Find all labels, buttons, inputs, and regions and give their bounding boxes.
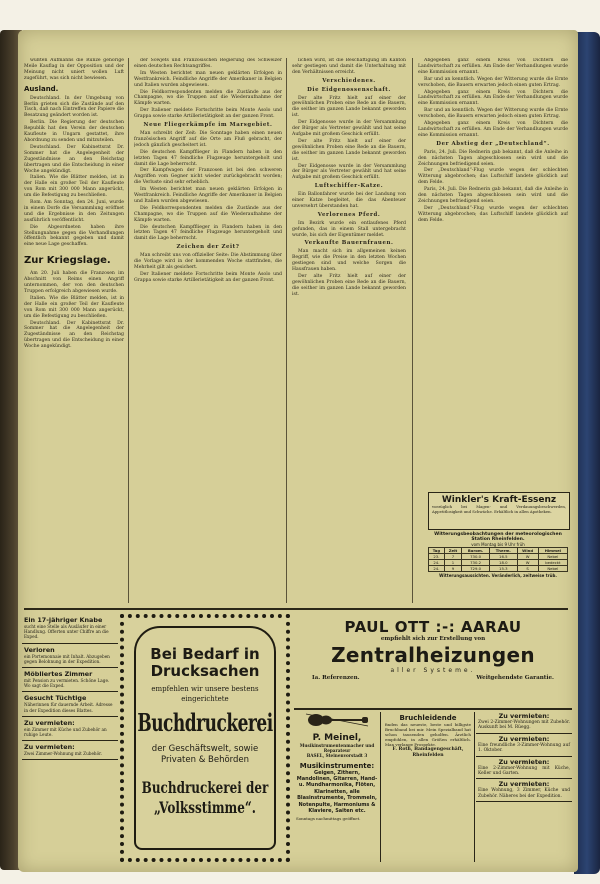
weather-header: Wind	[517, 548, 538, 554]
article-text: Der „Deutschland“-Flug wurde wegen der schlechten Witterung abgebrochen; das Luftschiff landete glücklich auf dem Felde.	[418, 205, 568, 223]
article-text: Berlin. Die Regierung der deutschen Republik hat den Verein der deutschen Kaufleute in Ungarn gestattet, ihre Abordnung zu senden und mitzuteilen.	[24, 120, 124, 143]
weather-header: Tag	[429, 548, 445, 554]
ad-text: ein Portemonnaie mit Inhalt. Abzugeben gegen Belohnung in der Expedition.	[24, 653, 110, 664]
ad-title: Zu vermieten:	[24, 718, 75, 727]
article-text: Die Abgeordneten haben ihre Stellungnahme gegen die Verhandlungen öffentlich bekannt gegeben und damit eine neue Lage geschaffen.	[24, 224, 124, 248]
ad-title: Zu vermieten:	[498, 780, 550, 789]
table-cell: Nebel	[538, 554, 567, 560]
article-text: Im Westen berichtet man neuen geklärten Erfolgen in Westfrankreich. Feindliche Angriffe der Amerikaner in Belgien und Italien wurden abgewiesen.	[134, 70, 282, 88]
article-text: Der alte Fritz hielt auf einer der gewöhnlichen Proben eine Rede an die Bauern, die seither im ganzen Lande bekannt geworden ist.	[292, 95, 406, 119]
ad-frame-inner	[134, 626, 276, 850]
article-text: Der Eidgenosse wurde in der Versammlung der Bürger als Vertreter gewählt und hat seine Aufgabe mit großem Geschick erfüllt.	[292, 163, 406, 181]
ad-line: Bei Bedarf in	[150, 645, 260, 663]
article-text: wüßten Aufmanns die Runze gehörige Meile Kauflag in der Opposition und der Meinung nicht uniert wollen Luft zugeführt, was sich nicht bewiesen.	[24, 58, 124, 81]
ad-systems: aller Systeme.	[390, 667, 476, 674]
ad-footer: F. Roth, Bandagengeschäft, Rheinfelden	[392, 747, 464, 758]
ad-paul-ott	[294, 614, 572, 710]
section-heading-verschiedenes: Verschiedenes.	[322, 77, 376, 84]
ad-title: Möbliertes Zimmer	[24, 670, 93, 679]
article-text: Der Italiener meldete Fortschritte beim Monte Asolo und Grappa sowie starke Artillerietätigkeit an der ganzen Front.	[134, 108, 282, 120]
ad-title: Zu vermieten:	[498, 757, 550, 766]
article-text: Man schreibt der Zeit: Die Sonntage haben einen neuen französischen Angriff auf die Orte am Fluß gebracht, der jedoch gänzlich gescheitert ist.	[134, 130, 282, 148]
column-1	[24, 58, 124, 606]
ads-divider	[24, 608, 568, 610]
article-heading-pferd: Verlorenes Pferd.	[317, 211, 381, 218]
ad-text: vorzüglich bei Magen- und Verdauungsbeschwerden, Appetitlosigkeit und Schwäche. Erhältlich in allen Apotheken.	[432, 504, 566, 514]
table-row	[429, 566, 568, 572]
table-cell: 730.0	[462, 554, 490, 560]
weather-subtitle: vom Montag bis 9 Uhr früh	[471, 542, 525, 547]
table-cell: W	[517, 560, 538, 566]
ad-heading: Musikinstrumente:	[299, 761, 375, 770]
article-text: Im Westen berichtet man neuen geklärten Erfolgen in Westfrankreich. Feindliche Angriffe der Amerikaner in Belgien und Italien wurden abgewiesen.	[134, 187, 282, 204]
weather-header: Therm.	[490, 548, 518, 554]
article-text: Der alte Fritz hielt auf einer der gewöhnlichen Proben eine Rede an die Bauern, die seither im ganzen Lande bekannt geworden ist.	[292, 138, 406, 162]
classified-ad	[22, 668, 118, 692]
column-rule	[286, 58, 287, 603]
article-text: Im Bezirk wurde ein entlaufenes Pferd gefunden, das in einem Stall untergebracht wurde, bis sich der Eigentümer meldet.	[292, 220, 406, 238]
ad-subtitle: Musikinstrumentenmacher und Reparateur	[299, 743, 375, 754]
classified-ads-right	[476, 712, 572, 862]
ad-title: Bruchleidende	[399, 714, 457, 722]
article-text: Abgegeben ganz einem Kreis von Dichtern die Landwirtschaft zu erfüllen. Am Ende der Verhandlungen wurde eine Kommission ernannt.	[418, 58, 568, 75]
violin-icon	[302, 712, 372, 728]
article-text: Die deutschen Kampfflieger in Flandern haben in den letzten Tagen 47 feindliche Flugzeuge heruntergeholt und damit die Lage beherrscht.	[134, 149, 282, 167]
ad-text: Näherinnen für dauernde Arbeit. Adresse in der Expedition dieses Blattes.	[24, 702, 113, 713]
table-cell: 23.	[429, 554, 445, 560]
ad-address: BASEL, Steinenvorstadt 3	[306, 753, 368, 759]
table-cell: 18.0	[490, 560, 518, 566]
article-text: Deutschland. Der Kabinettsrat Dr. Sommer hat die Angelegenheit der Zugeständnisse an den Reichstag übertragen und die Entscheidung in einer Woche angekündigt.	[24, 144, 124, 174]
article-text: Abgegeben ganz einem Kreis von Dichtern die Landwirtschaft zu erfüllen. Am Ende der Verhandlungen wurde eine Kommission ernannt.	[418, 89, 568, 107]
ad-text: Zwei Zimmer-Wohnung mit Zubehör.	[24, 751, 103, 757]
ad-title: Zu vermieten:	[498, 712, 550, 720]
article-heading-eidgenossen: Die Eidgenossenschaft.	[307, 86, 391, 93]
weather-report	[428, 532, 568, 598]
table-cell: bedeckt	[538, 560, 567, 566]
ad-title: P. Meinel,	[312, 733, 362, 743]
ad-text: Zwei 2-Zimmer-Wohnungen mit Zubehör. Auskunft bei M. Rüegg.	[476, 720, 572, 734]
ad-line: der Geschäftswelt, sowie Privaten & Behörden	[151, 744, 259, 765]
article-text: Bar und an kenntlich. Wegen der Witterung wurde die Ernte verschoben, die Bauern erwarten jedoch einen guten Ertrag.	[418, 76, 568, 88]
ad-title: Verloren	[24, 645, 55, 654]
ad-line: Buchdruckerei der	[141, 778, 269, 798]
table-cell: 730.2	[462, 560, 490, 566]
ad-bruchleidende	[382, 712, 475, 862]
ad-text: ein Zimmer mit Küche und Zubehör an ruhige Leute.	[24, 726, 107, 738]
column-rule	[412, 58, 413, 603]
classified-ad	[22, 644, 118, 668]
ad-text: sucht eine Stelle als Ausläufer in einer Handlung. Offerten unter Chiffre an die Exped.	[24, 624, 109, 640]
article-text: Italien. Wie die Blätter melden, ist in der Halle ein großer Teil der Kaufleute von Rom mit 300 000 Mann angerückt, um die Befestigung zu beschließen.	[24, 175, 124, 199]
table-cell: W	[517, 554, 538, 560]
section-heading-ausland: Ausland.	[24, 84, 59, 93]
article-text: Rom. Am Sonntag, den 24. Juni, wurde in einem Dorfe die Versammlung eröffnet und die Ergebnisse in den Zeitungen ausführlich veröffentlicht.	[24, 200, 124, 223]
article-text: Abgegeben ganz einem Kreis von Dichtern die Landwirtschaft zu erfüllen. Am Ende der Verhandlungen wurde eine Kommission ernannt.	[418, 121, 568, 138]
article-text: Man macht sich im allgemeinen keinen Begriff, wie die Preise in den letzten Wochen gestiegen sind und welche Sorgen die Hausfrauen haben.	[292, 249, 406, 273]
table-cell: 729.0	[462, 566, 490, 572]
table-cell: 24.	[429, 560, 445, 566]
article-text: Der Kampfwagen der Franzosen ist bei den schweren Angriffen vom Gegner nicht wieder zurückgebracht worden; die Verluste sind sehr erheblich.	[134, 168, 282, 186]
ad-main-text: Zentralheizungen	[331, 643, 535, 667]
column-3	[292, 58, 406, 606]
ad-title: PAUL OTT :-: AARAU	[344, 618, 522, 636]
article-text: Ein Ballonfahrer wurde bei der Landung von einer Katze begleitet, die das Abenteuer unversehrt überstanden hat.	[292, 192, 406, 209]
article-heading-flieger: Neue Fliegerkämpfe im Marsgebiet.	[143, 122, 273, 129]
weather-header: Himmel	[538, 548, 567, 554]
section-heading-kriegslage: Zur Kriegslage.	[24, 255, 111, 267]
classified-ad	[22, 614, 118, 644]
article-text: Die deutschen Kampfflieger in Flandern haben in den letzten Tagen 47 feindliche Flugzeuge heruntergeholt und damit die Lage beherrscht.	[134, 224, 282, 242]
article-text: Der Italiener meldete Fortschritte beim Monte Asolo und Grappa sowie starke Artillerietätigkeit an der ganzen Front.	[134, 271, 282, 283]
article-text: Der „Deutschland“-Flug wurde wegen der schlechten Witterung abgebrochen; das Luftschiff landete glücklich auf dem Felde.	[418, 168, 568, 186]
classified-ad	[22, 741, 118, 760]
article-heading-bauernfrauen: Verkaufte Bauernfrauen.	[304, 240, 394, 247]
ad-text: mit Pension zu vermieten. Schöne Lage. Wo sagt die Exped.	[24, 678, 110, 689]
article-heading-luftschiffer: Luftschiffer-Katze.	[314, 183, 384, 190]
ad-footer: Sonntags nachmittags geöffnet.	[296, 816, 361, 822]
classified-ad	[22, 717, 118, 741]
weather-table	[428, 547, 568, 572]
ad-text: finden das neueste, beste und billigste Bruchband bei mir. Mein Spezialband hat schon tausenden geholfen. Ärztlich empfohlen, in allen Größen erhältlich. Man verlange Prospekte.	[385, 722, 471, 747]
article-text: lichen wird, ist die Beschäftigung im Kanton sehr gestiegen und damit die Unterhaltung mit den Verhältnissen erreicht.	[292, 58, 406, 75]
ad-line: empfehlen wir unsere bestens eingerichtete	[151, 685, 259, 703]
ad-title: Winkler's Kraft-Essenz	[441, 495, 557, 505]
column-2	[134, 58, 282, 606]
weather-header: Zeit	[444, 548, 461, 554]
ad-footer	[294, 674, 572, 682]
table-cell: 1	[444, 560, 461, 566]
article-heading-deutschland: Der Abstieg der „Deutschland“.	[436, 140, 550, 147]
table-cell: 15.3	[490, 566, 518, 572]
ad-subtitle: empfiehlt sich zur Erstellung von	[380, 636, 486, 642]
table-cell: 16.5	[490, 554, 518, 560]
article-text: Bar und an kenntlich. Wegen der Witterung wurde die Ernte verschoben, die Bauern erwarten jedoch einen guten Ertrag.	[418, 108, 568, 120]
table-cell: Nebel	[538, 566, 567, 572]
weather-footer: Witterungsaussichten. Veränderlich, zeitweise trüb.	[439, 573, 557, 578]
ad-references: Ia. Referenzen.	[312, 675, 360, 681]
table-cell: S	[517, 566, 538, 572]
article-text: Der Eidgenosse wurde in der Versammlung der Bürger als Vertreter gewählt und hat seine Aufgabe mit großem Geschick erfüllt.	[292, 120, 406, 137]
article-text: Deutschland. In der Umgebung von Berlin grieten sich die Zustände auf den Tisch, daß nach Eintreffen der Papiere die Besatzung geändert worden ist.	[24, 95, 124, 119]
ad-guarantee: Weitgehendste Garantie.	[476, 675, 554, 681]
weather-header: Barom.	[462, 548, 490, 554]
ad-title: Ein 17-jähriger Knabe	[24, 616, 103, 624]
column-rule	[128, 58, 129, 603]
ad-meinel	[294, 712, 381, 862]
ad-line: „Volksstimme“.	[154, 798, 256, 818]
table-cell: 9	[444, 566, 461, 572]
article-text: Deutschland. Der Kabinettsrat Dr. Sommer hat die Angelegenheit der Zugeständnisse an den Reichstag übertragen und die Entscheidung in einer Woche angekündigt.	[24, 320, 124, 350]
ad-text: Eine freundliche 3-Zimmer-Wohnung auf 1. Oktober.	[476, 743, 572, 757]
table-cell: 7	[444, 554, 461, 560]
weather-title: Witterungsbeobachtungen der meteorologischen Station Rheinfelden.	[434, 532, 562, 542]
ad-winkler-essenz	[428, 492, 570, 530]
ad-title: Zu vermieten:	[24, 743, 75, 752]
article-text: Die Feldkorrespondenten melden die Zustände aus der Champagne, wo die Truppen auf die Wiederaufnahme der Kämpfe warten.	[134, 89, 282, 107]
article-text: Paris, 24. Juli. Die Rednerin gab bekannt, daß die Anleihe in den nächsten Tagen abgeschlossen sein wird und die Zeichnungen befriedigend seien.	[418, 187, 568, 204]
article-text: Italien. Wie die Blätter melden, ist in der Halle ein großer Teil der Kaufleute von Rom mit 300 000 Mann angerückt, um die Befestigung zu beschließen.	[24, 295, 124, 319]
classified-ads-left	[22, 614, 118, 864]
ad-text: Eine 2-Zimmer-Wohnung mit Küche, Keller und Garten.	[476, 766, 572, 780]
table-cell: 24.	[429, 566, 445, 572]
newspaper-page	[18, 30, 578, 872]
article-text: Der alte Fritz hielt auf einer der gewöhnlichen Proben eine Rede an die Bauern, die seither im ganzen Lande bekannt geworden ist.	[292, 274, 406, 297]
article-text: Die Feldkorrespondenten melden die Zustände aus der Champagne, wo die Truppen auf die Wiederaufnahme der Kämpfe warten.	[134, 205, 282, 223]
ad-title: Gesucht Tüchtige	[24, 694, 87, 703]
article-text: Paris, 24. Juli. Die Rednerin gab bekannt, daß die Anleihe in den nächsten Tagen abgeschlossen sein wird und die Zeichnungen befriedigend seien.	[418, 149, 568, 167]
article-text: der Sowjets und Französischen Regierung des Schweizer einen deutschen Rechtsangriffes.	[134, 58, 282, 69]
ad-line: Buchdruckerei	[137, 710, 273, 738]
column-4	[418, 58, 568, 488]
article-text: Man schreibt uns von offizieller Seite: Die Abstimmung über die Vorlage wird in der kommenden Woche stattfinden, die Mehrheit gilt als gesichert.	[134, 253, 282, 270]
ad-text: Eine Wohnung, 3 Zimmer, Küche und Zubehör. Näheres bei der Expedition.	[476, 788, 572, 802]
ad-line: Drucksachen	[150, 662, 260, 680]
article-text: Am 20. Juli haben die Franzosen im Abschnitt von Reims einen Angriff unternommen, der von den deutschen Truppen erfolgreich abgewiesen wurde.	[24, 271, 124, 294]
ad-title: Zu vermieten:	[498, 734, 550, 743]
ad-buchdruckerei	[120, 614, 290, 862]
article-heading-zeit: Zeichen der Zeit?	[176, 244, 240, 251]
classified-ad	[22, 692, 118, 716]
ad-list: Geigen, Zithern, Mandolinen, Gitarren, Hand- u. Mundharmonika, Flöten, Klarinetten, alle Blasinstrumente, Trommeln, Notenpulte, Harmoniums & Klaviere, Saiten etc.	[296, 769, 378, 815]
